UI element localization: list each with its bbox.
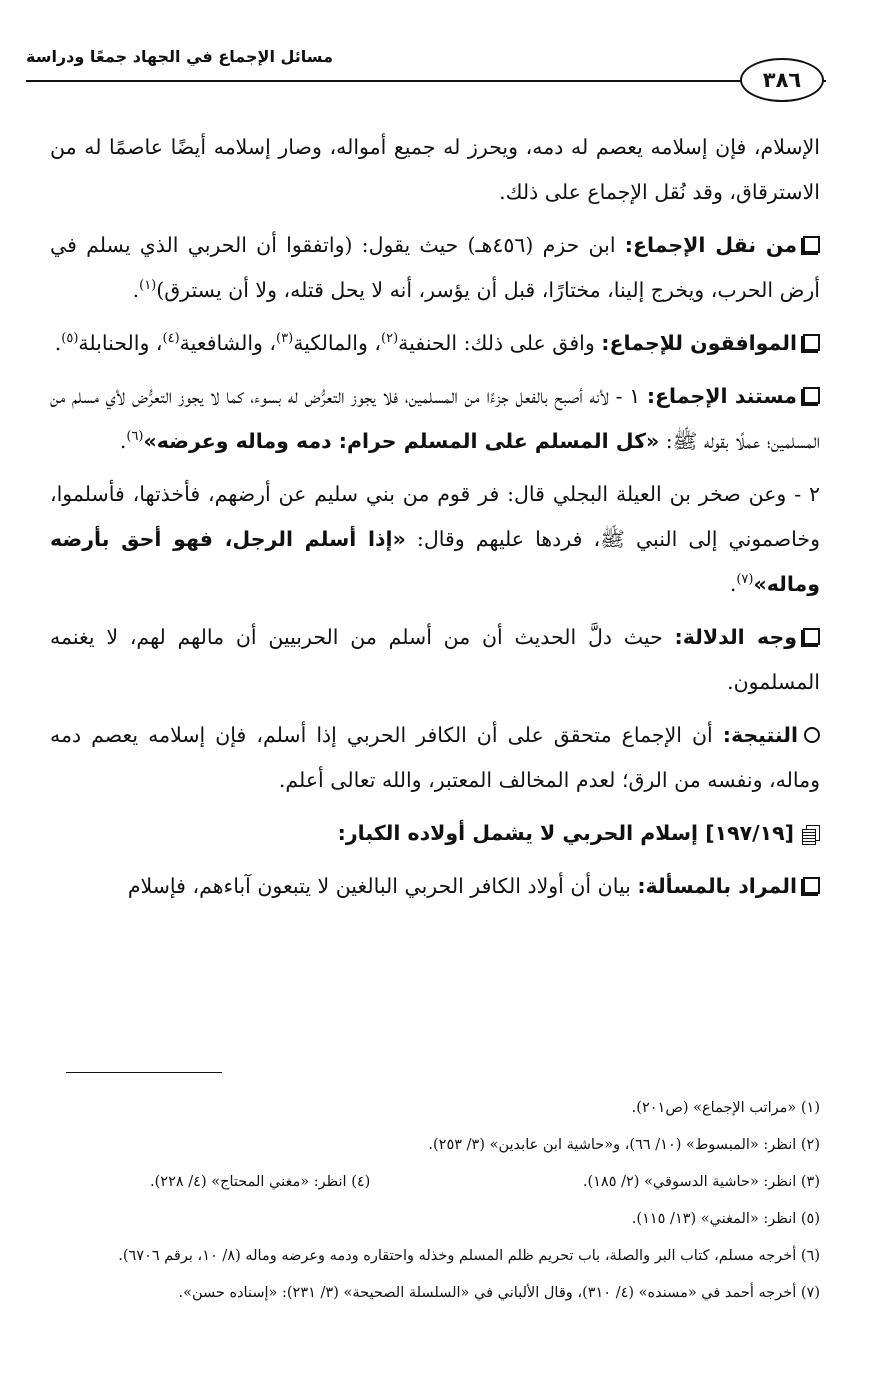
label-meaning: المراد بالمسألة: — [637, 874, 797, 898]
circle-bullet-icon — [804, 727, 820, 743]
footnote-ref-6: (٦) — [126, 429, 144, 445]
footnote-ref-3: (٣) — [276, 331, 294, 347]
issue-number: [١٩٧/١٩] — [705, 821, 794, 845]
footnote-row-3-4 — [50, 1164, 820, 1201]
paragraph-result: النتيجة: أن الإجماع متحقق على أن الكافر الحربي إذا أسلم، فإن إسلامه يعصم دمه وماله، ونفسه من الرق؛ لعدم المخالف المعتبر، والله تعالى أعلم. — [50, 723, 820, 792]
header-rule — [26, 80, 826, 82]
footnote-ref-7: (٧) — [736, 572, 754, 588]
issue-heading — [50, 811, 820, 856]
footnote-4: (٤) انظر: «مغني المحتاج» (٤/ ٢٢٨). — [150, 1174, 371, 1190]
page-number: ٣٨٦ — [740, 58, 824, 102]
footnote-rule — [66, 1072, 222, 1073]
paragraph-agreeing: الموافقون للإجماع: وافق على ذلك: الحنفية$^{(٢)}$، والمالكية$^{(٣)}$، والشافعية$^{(٤)}$، والحنابلة$^{(٥)}$. — [50, 321, 820, 366]
hadith-quote-1: «كل المسلم على المسلم حرام: دمه وماله وعرضه» — [143, 429, 660, 453]
footnote-6: (٦) أخرجه مسلم، كتاب البر والصلة، باب تحريم ظلم المسلم وخذله واحتقاره ودمه وعرضه وماله (٨/ ١٠، برقم ٦٧٠٦). — [118, 1248, 820, 1264]
paragraph-second-evidence: ٢ - وعن صخر بن العيلة البجلي قال: فر قوم من بني سليم عن أرضهم، فأخذتها، فأسلموا، وخاصموني إلى النبي ﷺ، فردها عليهم وقال: «إذا أسلم الرجل، فهو أحق بأرضه وماله»$^{(٧)}$. — [50, 482, 820, 596]
square-bullet-icon — [803, 387, 820, 404]
square-bullet-icon — [803, 628, 820, 645]
paragraph-meaning: المراد بالمسألة: بيان أن أولاد الكافر الحربي البالغين لا يتبعون آباءهم، فإسلام — [50, 864, 820, 909]
paragraph-intro: الإسلام، فإن إسلامه يعصم له دمه، ويحرز له جميع أمواله، وصار إسلامه أيضًا عاصمًا له من الاسترقاق، وقد نُقل الإجماع على ذلك. — [50, 135, 820, 204]
issue-icon — [804, 825, 820, 843]
label-basis: مستند الإجماع: — [646, 384, 797, 408]
issue-title: إسلام الحربي لا يشمل أولاده الكبار: — [337, 821, 706, 845]
label-inference: وجه الدلالة: — [674, 625, 797, 649]
footnote-2: (٢) انظر: «المبسوط» (١٠/ ٦٦)، و«حاشية ابن عابدين» (٣/ ٢٥٣). — [428, 1137, 820, 1153]
label-result: النتيجة: — [722, 723, 798, 747]
square-bullet-icon — [803, 236, 820, 253]
label-transmitters: من نقل الإجماع: — [624, 233, 798, 257]
hadith-quote-2: «إذا أسلم الرجل، فهو أحق بأرضه وماله» — [50, 527, 820, 596]
paragraph-basis: مستند الإجماع: ١ - لأنه أصبح بالفعل جزءًا من المسلمين، فلا يجوز التعرُّض له بسوء، كما لا يجوز التعرُّض لأي مسلم من المسلمين؛ عملًا بقوله ﷺ: «كل المسلم على المسلم حرام: دمه وماله وعرضه»$^{(٦)}$. — [50, 384, 820, 453]
label-agreeing: الموافقون للإجماع: — [601, 331, 797, 355]
footnote-ref-5: (٥) — [61, 331, 79, 347]
paragraph-inference: وجه الدلالة: حيث دلَّ الحديث أن من أسلم من الحربيين أن مالهم لهم، لا يغنمه المسلمون. — [50, 625, 820, 694]
footnote-3: (٣) انظر: «حاشية الدسوقي» (٢/ ١٨٥). — [582, 1174, 820, 1190]
footnote-7: (٧) أخرجه أحمد في «مسنده» (٤/ ٣١٠)، وقال الألباني في «السلسلة الصحيحة» (٣/ ٢٣١): «إسناده حسن». — [178, 1285, 820, 1301]
footnote-ref-4: (٤) — [162, 331, 180, 347]
paragraph-transmitters: من نقل الإجماع: ابن حزم (٤٥٦هـ) حيث يقول: (واتفقوا أن الحربي الذي يسلم في أرض الحرب، ويخرج إلينا، مختارًا، قبل أن يؤسر، أنه لا يحل قتله، ولا أن يسترق)$^{(١)}$. — [50, 233, 820, 302]
footnote-ref-1: (١) — [139, 278, 157, 294]
footnote-1: (١) «مراتب الإجماع» (ص٢٠١). — [631, 1100, 820, 1116]
footnote-ref-2: (٢) — [381, 331, 399, 347]
main-text — [50, 125, 820, 917]
square-bullet-icon — [803, 877, 820, 894]
footnote-5: (٥) انظر: «المغني» (١٣/ ١١٥). — [631, 1211, 820, 1227]
running-head: مسائل الإجماع في الجهاد جمعًا ودراسة — [26, 47, 333, 66]
square-bullet-icon — [803, 334, 820, 351]
footnotes — [50, 1090, 820, 1312]
